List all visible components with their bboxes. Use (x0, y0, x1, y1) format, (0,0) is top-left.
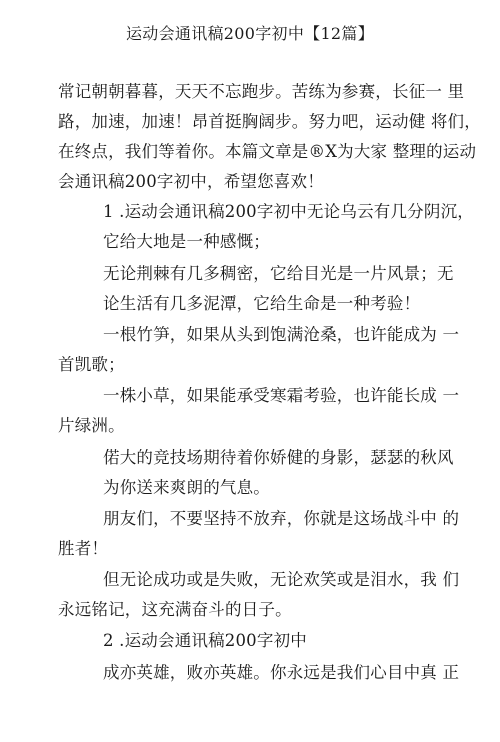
body-line-20: 成亦英雄，败亦英雄。你永远是我们心目中真 正 (103, 663, 460, 682)
body-line-11: 一株小草，如果能承受寒霜考验，也许能长成 一 (103, 386, 460, 405)
section-heading-1: 1 .运动会通讯稿200字初中无论乌云有几分阴沉， (103, 202, 474, 221)
section-heading-2: 2 .运动会通讯稿200字初中 (103, 631, 307, 650)
body-line-1: 常记朝朝暮暮，天天不忘跑步。苦练为参赛，长征一 里 (58, 82, 465, 101)
body-line-15: 朋友们，不要坚持不放弃，你就是这场战斗中 的 (103, 509, 460, 528)
body-line-14: 为你送来爽朗的气息。 (103, 478, 270, 497)
body-line-8: 论生活有几多泥潭，它给生命是一种考验！ (103, 294, 421, 313)
body-line-13: 偌大的竞技场期待着你娇健的身影，瑟瑟的秋风 (103, 448, 454, 467)
body-line-9: 一根竹笋，如果从头到饱满沧桑，也许能成为 一 (103, 325, 460, 344)
body-line-4: 会通讯稿200字初中，希望您喜欢！ (58, 172, 324, 191)
body-line-3: 在终点，我们等着你。本篇文章是®X为大家 整理的运动 (58, 142, 477, 161)
body-line-18: 永远铭记，这充满奋斗的日子。 (58, 600, 292, 619)
body-line-6: 它给大地是一种感慨； (103, 232, 270, 251)
body-line-2: 路，加速，加速！昂首挺胸阔步。努力吧，运动健 将们， (58, 112, 481, 131)
body-line-7: 无论荆棘有几多稠密，它给目光是一片风景；无 (103, 264, 454, 283)
body-line-16: 胜者！ (58, 539, 109, 558)
body-line-10: 首凯歌； (58, 355, 125, 374)
body-line-12: 片绿洲。 (58, 416, 125, 435)
document-title: 运动会通讯稿200字初中【12篇】 (126, 24, 374, 43)
body-line-17: 但无论成功或是失败，无论欢笑或是泪水，我 们 (103, 570, 460, 589)
